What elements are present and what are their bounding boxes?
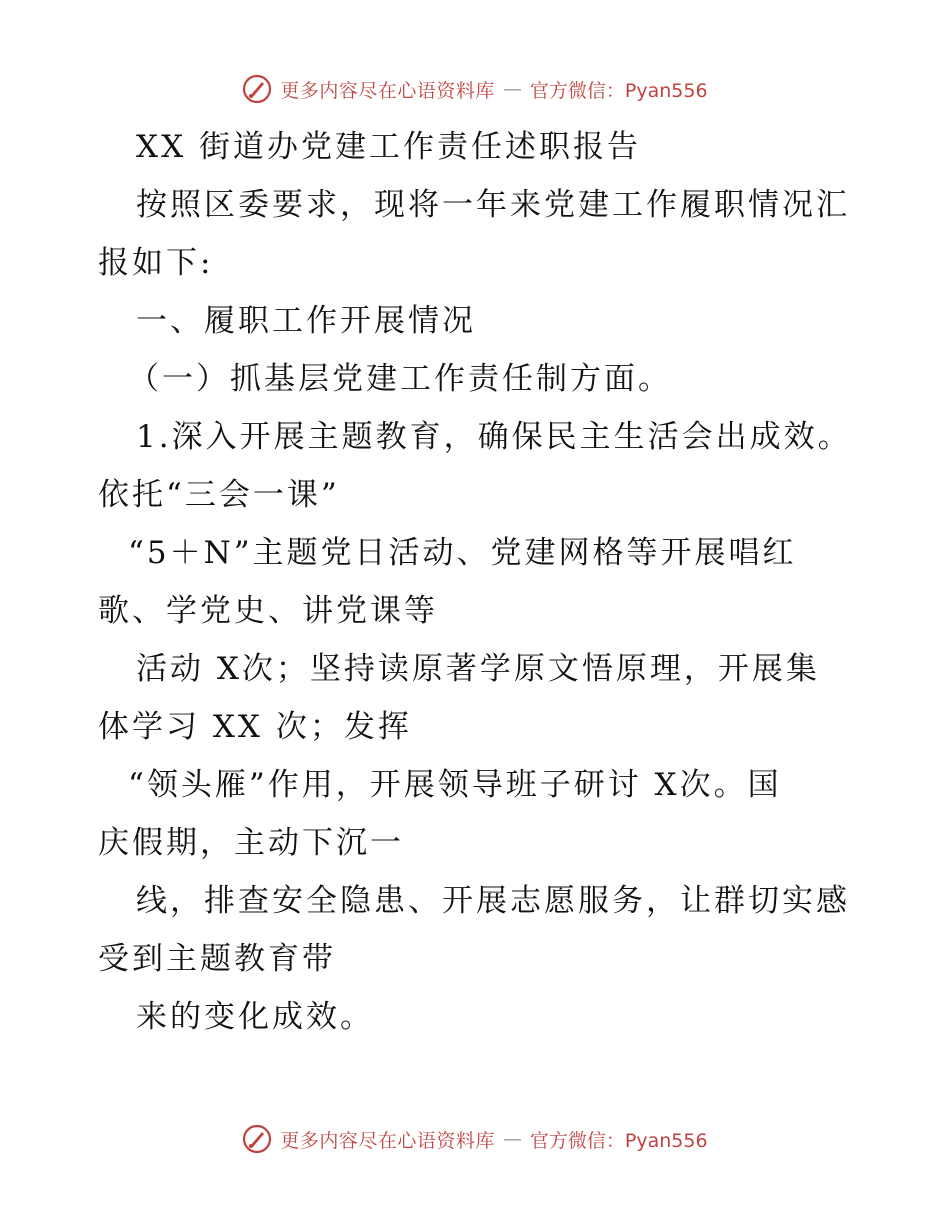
subsection-heading: （一）抓基层党建工作责任制方面。	[128, 361, 672, 397]
paragraph-line: 歌、学党史、讲党课等	[98, 593, 438, 629]
document-body	[98, 118, 858, 1046]
paragraph-line: 依托“三会一课”	[98, 477, 340, 513]
paragraph-line: 来的变化成效。	[136, 999, 374, 1035]
paragraph-line: 报如下:	[98, 245, 214, 281]
paragraph-line: “领头雁”作用，开展领导班子研讨 X次。国	[128, 767, 782, 803]
paragraph-line: 活动 X次；坚持读原著学原文悟原理，开展集	[136, 651, 820, 687]
watermark-contact: 官方微信：Pyan556	[529, 79, 708, 102]
watermark-footer	[0, 1124, 950, 1154]
paragraph-line: 庆假期，主动下沉一	[98, 825, 404, 861]
document-title: XX 街道办党建工作责任述职报告	[136, 129, 641, 165]
watermark-text: 更多内容尽在心语资料库	[280, 79, 495, 102]
paragraph-line: 按照区委要求，现将一年来党建工作履职情况汇	[136, 187, 850, 223]
section-heading: 一、履职工作开展情况	[136, 303, 476, 339]
quill-logo-icon	[242, 74, 272, 104]
paragraph-line: “5＋N”主题党日活动、党建网格等开展唱红	[128, 535, 797, 571]
paragraph-line: 1.深入开展主题教育，确保民主生活会出成效。	[136, 419, 852, 455]
paragraph-line: 体学习 XX 次；发挥	[98, 709, 412, 745]
watermark-contact: 官方微信：Pyan556	[529, 1129, 708, 1152]
watermark-header	[0, 74, 950, 104]
watermark-text: 更多内容尽在心语资料库	[280, 1129, 495, 1152]
watermark-separator: —	[502, 78, 522, 100]
quill-logo-icon	[242, 1124, 272, 1154]
watermark-separator: —	[502, 1128, 522, 1150]
paragraph-line: 受到主题教育带	[98, 941, 336, 977]
paragraph-line: 线，排查安全隐患、开展志愿服务，让群切实感	[136, 883, 850, 919]
